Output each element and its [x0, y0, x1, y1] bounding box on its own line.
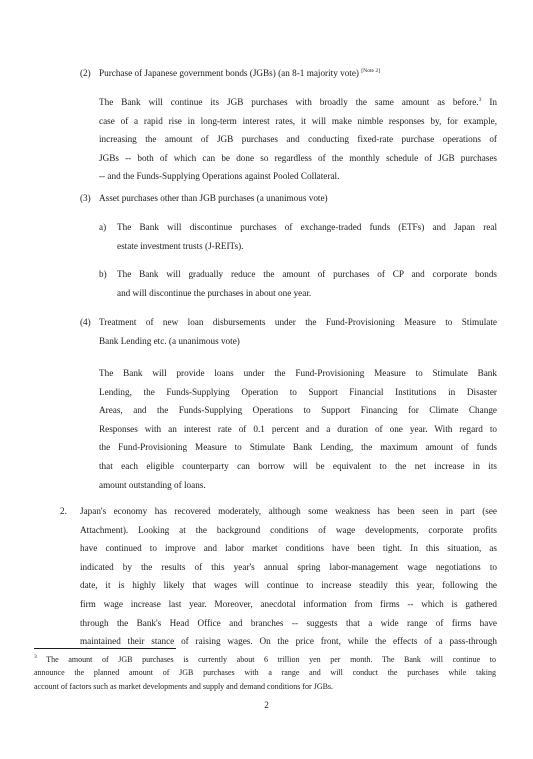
item-a-text — [117, 218, 497, 255]
section-4-heading — [99, 313, 497, 350]
footnote-mark: 3 — [34, 654, 37, 660]
footnote — [34, 653, 496, 693]
section-2-heading — [99, 64, 499, 83]
paragraph-line: Areas, and the Funds-Supplying Operations to Support Financing for Climate Change — [99, 405, 497, 416]
paragraph-line: maintained their stance of raising wages. On the price front, while the effects of a pass-through — [80, 636, 497, 647]
paragraph-line: Attachment). Looking at the background conditions of wage developments, corporate profits — [80, 524, 497, 535]
line-text: The Bank will continue its JGB purchases with broadly the same amount as before. — [99, 97, 479, 107]
footnote-text: The amount of JGB purchases is currently about 6 trillion yen per month. The Bank will continue to — [36, 655, 496, 664]
point-2-paragraph — [80, 502, 497, 651]
paragraph-line: The Bank will provide loans under the Fund-Provisioning Measure to Stimulate Bank — [99, 368, 497, 378]
point-2-number: 2. — [60, 506, 67, 516]
section-2-paragraph — [99, 93, 497, 186]
paragraph-line: the Fund-Provisioning Measure to Stimulate Bank Lending, the maximum amount of funds — [99, 442, 497, 453]
section-2-number: (2) — [80, 68, 91, 78]
paragraph-line: increasing the amount of JGB purchases and conducting fixed-rate purchase operations of — [99, 134, 497, 145]
footnote-line: announce the planned amount of JGB purchases with a range and will conduct the purchases while taking — [34, 668, 496, 678]
footnote-line: account of factors such as market developments and supply and demand conditions for JGBs. — [34, 681, 334, 691]
paragraph-line: through the Bank's Head Office and branches -- suggests that a wide range of firms have — [80, 617, 497, 628]
paragraph-line: have continued to improve and labor market conditions have been tight. In this situation, as — [80, 543, 497, 554]
page-number: 2 — [264, 700, 269, 710]
section-4-paragraph — [99, 364, 497, 494]
paragraph-line: The Bank will gradually reduce the amount of purchases of CP and corporate bonds — [117, 269, 497, 279]
paragraph-line: and will discontinue the purchases in about one year. — [117, 287, 312, 298]
paragraph-line: JGBs -- both of which can be done so regardless of the monthly schedule of JGB purchases — [99, 152, 497, 163]
paragraph-line: Japan's economy has recovered moderately, although some weakness has been seen in part (see — [80, 506, 497, 516]
paragraph-line: indicated by the results of this year's annual spring labor-management wage negotiations to — [80, 561, 497, 572]
paragraph-line: estate investment trusts (J-REITs). — [117, 240, 244, 251]
section-2-heading-text: Purchase of Japanese government bonds (JGBs) (an 8-1 majority vote) — [99, 68, 359, 78]
heading-line: Bank Lending etc. (a unanimous vote) — [99, 335, 240, 346]
paragraph-line: Responses with an interest rate of 0.1 percent and a duration of one year. With regard to — [99, 423, 497, 434]
paragraph-line: -- and the Funds-Supplying Operations against Pooled Collateral. — [99, 171, 340, 182]
paragraph-line: date, it is highly likely that wages will continue to increase steadily this year, following the — [80, 580, 497, 591]
paragraph-line: Lending, the Funds-Supplying Operation to Support Financial Institutions in Disaster — [99, 386, 497, 397]
section-3-heading: Asset purchases other than JGB purchases (a unanimous vote) — [99, 193, 328, 203]
section-2-note-ref: [Note 2] — [361, 68, 381, 74]
paragraph-line: case of a rapid rise in long-term interest rates, it will make nimble responses by, for example, — [99, 115, 497, 126]
paragraph-line — [99, 93, 497, 112]
heading-line: Treatment of new loan disbursements under the Fund-Provisioning Measure to Stimulate — [99, 317, 497, 327]
footnote-ref-3: 3 — [478, 97, 482, 103]
section-4-number: (4) — [80, 317, 91, 327]
section-3-number: (3) — [80, 193, 91, 203]
paragraph-line: firm wage increase last year. Moreover, anecdotal information from firms -- which is gathered — [80, 598, 497, 609]
footnote-line — [34, 653, 496, 666]
paragraph-line: amount outstanding of loans. — [99, 479, 206, 490]
line-text-tail: In — [481, 97, 498, 107]
item-b-text — [117, 265, 497, 302]
item-b-label: b) — [99, 269, 107, 279]
footnote-divider — [34, 648, 176, 649]
paragraph-line: that each eligible counterparty can borrow will be equivalent to the net increase in its — [99, 460, 497, 471]
item-a-label: a) — [99, 222, 107, 232]
paragraph-line: The Bank will discontinue purchases of exchange-traded funds (ETFs) and Japan real — [117, 222, 497, 232]
